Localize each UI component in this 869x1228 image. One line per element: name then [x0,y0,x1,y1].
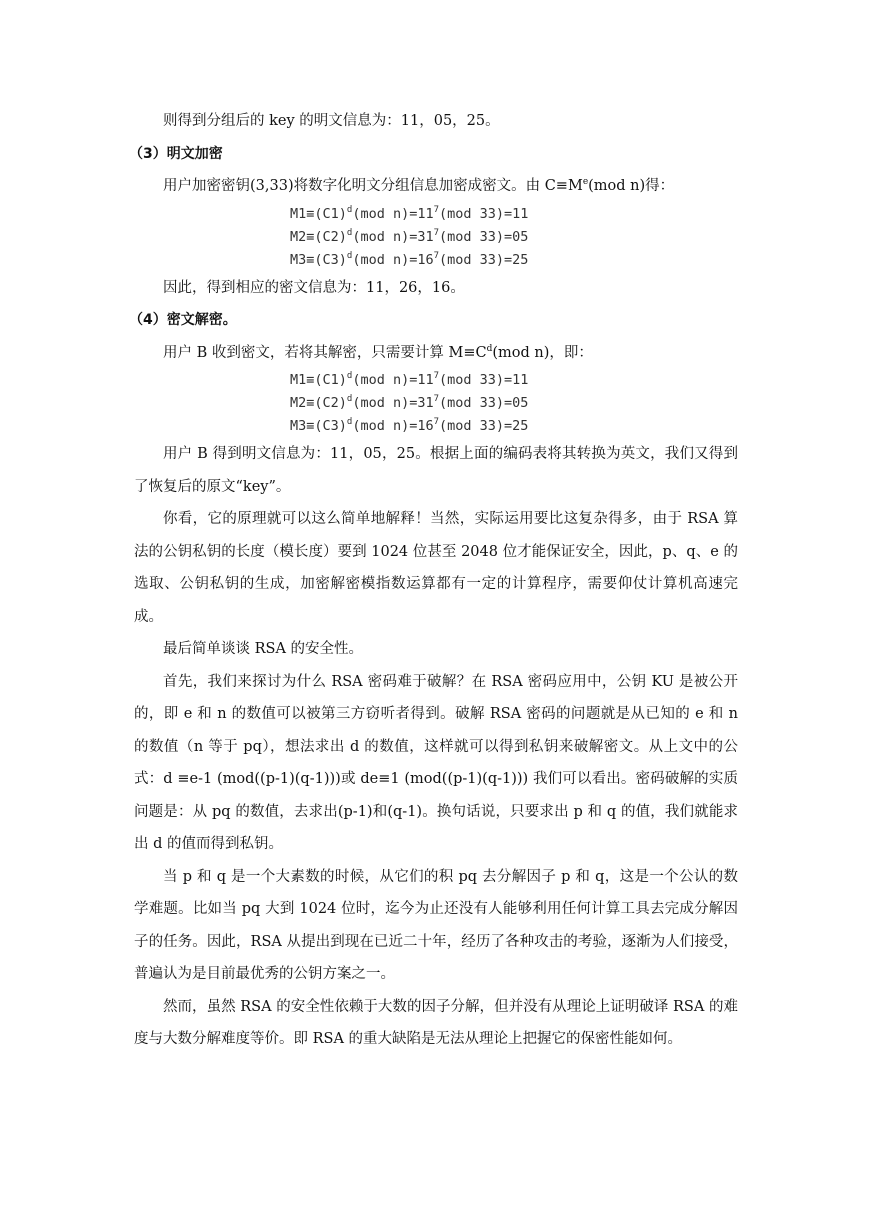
formula-exp: 7 [433,417,440,427]
paragraph-principle: 你看，它的原理就可以这么简单地解释！当然，实际运用要比这复杂得多，由于 RSA 算法的公钥私钥的长度（模长度）要到 1024 位甚至 2048 位才能保证安全，因此，p、q、e 的选取、公钥私钥的生成，加密解密模指数运算都有一定的计算程序，需要仰仗计算机高速完成。 [134,511,738,625]
formula-mid: (mod n)=11 [352,372,434,388]
formula-mid: (mod n)=16 [352,251,434,268]
decrypt-formula-3 [290,415,738,438]
key-result-line: 则得到分组后的 key 的明文信息为：11，05，25。 [163,113,500,129]
formula-label: M3≡(C3) [290,418,347,434]
decrypt-intro-sup: d [486,343,493,354]
decrypt-formula-1 [290,369,738,392]
formula-exp: 7 [433,250,440,261]
encrypt-intro-line [134,170,738,203]
document-body [129,105,738,1056]
formula-exp: 7 [433,204,440,215]
paragraph-why-hard: 首先，我们来探讨为什么 RSA 密码难于破解？在 RSA 密码应用中，公钥 KU 是被公开的，即 e 和 n 的数值可以被第三方窃听者得到。破解 RSA 密码的问题就是从已知的 e 和 n 的数值（n 等于 pq），想法求出 d 的数值，这样就可以得到私钥来破解密文。从上文中的公式：d ≡e-1 (mod((p-1)(q-1)))或 de≡1 (mod((p-1)(q-1))) 我们可以看出。密码破解的实质问题是：从 pq 的数值，去求出(p-1)和(q-1)。换句话说，只要求出 p 和 q 的值，我们就能求出 d 的值而得到私钥。 [134,673,738,852]
formula-sup: d [346,250,353,261]
encrypt-formula-3 [290,249,738,272]
formula-sup: d [346,227,353,238]
formula-label: M3≡(C3) [290,251,347,268]
heading-plaintext-encryption: （3）明文加密 [129,145,223,162]
formula-sup: d [346,371,353,381]
encrypt-intro-pre: 用户加密密钥(3,33)将数字化明文分组信息加密成密文。由 C≡M [163,178,583,194]
paragraph-security-intro: 最后简单谈谈 RSA 的安全性。 [163,641,364,657]
formula-sup: d [346,204,353,215]
heading-ciphertext-decryption: （4）密文解密。 [129,312,237,328]
decrypt-formula-2 [290,392,738,415]
decrypt-intro-line [134,337,738,370]
paragraph-factoring: 当 p 和 q 是一个大素数的时候，从它们的积 pq 去分解因子 p 和 q，这是一个公认的数学难题。比如当 pq 大到 1024 位时，迄今为止还没有人能够利用任何计算工具去完成分解因子的任务。因此，RSA 从提出到现在已近二十年，经历了各种攻击的考验，逐渐为人们接受，普遍认为是目前最优秀的公钥方案之一。 [134,868,738,982]
formula-tail: (mod 33)=05 [439,395,529,411]
encrypt-formula-block [290,203,738,272]
paragraph-plaintext-result: 用户 B 得到明文信息为：11，05，25。根据上面的编码表将其转换为英文，我们又得到了恢复后的原文“key”。 [134,446,738,495]
decrypt-intro-pre: 用户 B 收到密文，若将其解密，只需要计算 M≡C [163,344,487,361]
formula-mid: (mod n)=11 [352,205,434,222]
formula-tail: (mod 33)=11 [439,205,529,222]
cipher-result-line: 因此，得到相应的密文信息为：11，26，16。 [163,279,465,296]
formula-mid: (mod n)=16 [352,418,434,434]
formula-label: M2≡(C2) [290,395,347,411]
formula-mid: (mod n)=31 [352,228,434,245]
formula-tail: (mod 33)=11 [439,372,529,388]
paragraph-flaw: 然而，虽然 RSA 的安全性依赖于大数的因子分解，但并没有从理论上证明破译 RSA 的难度与大数分解难度等价。即 RSA 的重大缺陷是无法从理论上把握它的保密性能如何。 [134,998,738,1047]
formula-label: M1≡(C1) [290,205,347,222]
formula-sup: d [346,417,353,427]
formula-label: M2≡(C2) [290,228,347,245]
encrypt-formula-1 [290,203,738,226]
encrypt-formula-2 [290,226,738,249]
formula-exp: 7 [433,394,440,404]
encrypt-intro-sup: e [582,177,589,187]
formula-label: M1≡(C1) [290,372,347,388]
formula-tail: (mod 33)=25 [439,251,529,268]
decrypt-formula-block [290,369,738,438]
formula-tail: (mod 33)=05 [439,228,529,245]
decrypt-intro-post: (mod n)，即： [492,344,593,361]
formula-exp: 7 [433,227,440,238]
formula-exp: 7 [433,371,440,381]
formula-mid: (mod n)=31 [352,395,434,411]
encrypt-intro-post: (mod n)得： [588,178,675,194]
formula-sup: d [346,394,353,404]
formula-tail: (mod 33)=25 [439,418,529,434]
